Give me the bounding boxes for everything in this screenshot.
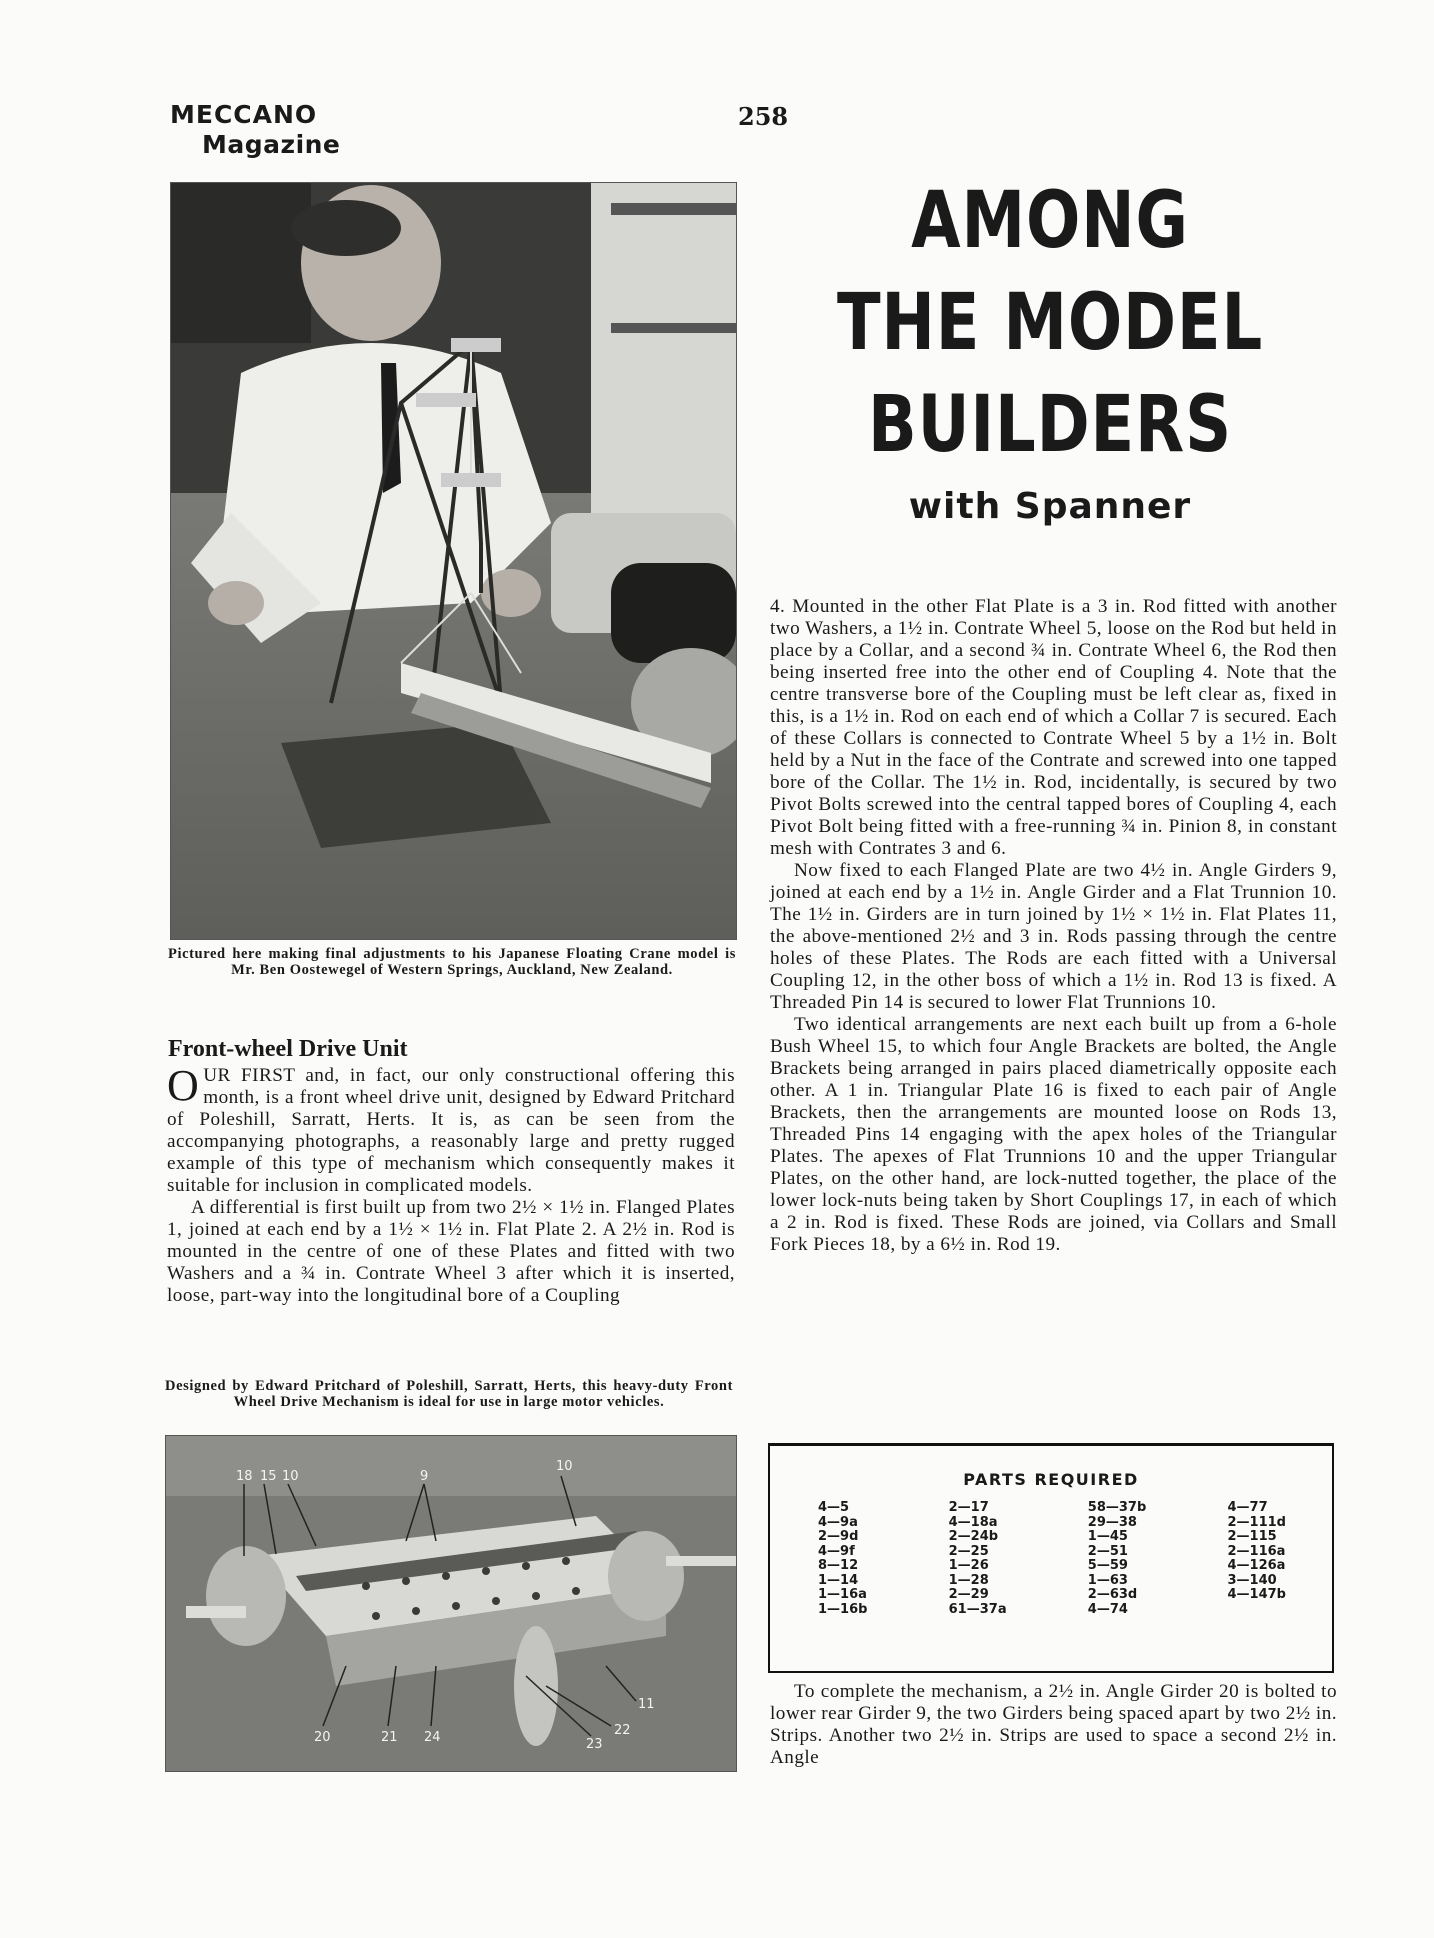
masthead bbox=[170, 100, 340, 160]
part-entry: 2—29 bbox=[948, 1587, 989, 1602]
paragraph: 4. Mounted in the other Flat Plate is a 3 in. Rod fitted with another two Washers, a 1½ in. Contrate Wheel 5, loose on the Rod but held in place by a Collar, and a second ¾ in. Contrate Wheel 6, the Rod then being inserted free into the other end of Coupling 4. Note that the centre transverse bore of the Coupling must be left clear as, fixed in this, is a 1½ in. Rod on each end of which a Collar 7 is secured. Each of these Collars is connected to Contrate Wheel 5 by a 1½ in. Bolt held by a Nut in the face of the Contrate and screwed into one tapped bore of the Collar. The 1½ in. Rod, incidentally, is secured by two Pivot Bolts screwed into the central tapped bores of Coupling 4, each Pivot Bolt being fitted with a free-running ¾ in. Pinion 8, in constant mesh with Contrates 3 and 6. bbox=[770, 596, 1337, 859]
paragraph bbox=[167, 1061, 735, 1197]
paragraph: A differential is first built up from two 2½ × 1½ in. Flanged Plates 1, joined at each end by a 1½ × 1½ in. Flat Plate 2. A 2½ in. Rod is mounted in the centre of one of these Plates and fitted with two Washers and a ¾ in. Contrate Wheel 3 after which it is inserted, loose, part-way into the longitudinal bore of a Coupling bbox=[167, 1197, 735, 1306]
title-line-1: AMONG bbox=[911, 176, 1189, 266]
part-entry: 2—115 bbox=[1227, 1529, 1277, 1544]
part-entry: 2—9d bbox=[818, 1529, 859, 1544]
part-entry: 2—51 bbox=[1087, 1543, 1128, 1559]
part-entry: 2—17 bbox=[948, 1500, 989, 1515]
parts-column bbox=[1088, 1501, 1147, 1617]
paragraph: Now fixed to each Flanged Plate are two 4½ in. Angle Girders 9, joined at each end by a 1½ in. Angle Girder and a Flat Trunnion 10. The 1½ in. Girders are in turn joined by 1½ × 1½ in. Flat Plates 11, the above-mentioned 2½ and 3 in. Rods passing through the centre holes of these Plates. The Rods are each fitted with a Universal Coupling 12, in the other boss of which a 1½ in. Rod 13 is fixed. A Threaded Pin 14 is secured to lower Flat Trunnions 10. bbox=[770, 860, 1337, 1013]
part-label: 23 bbox=[586, 1737, 603, 1752]
parts-column bbox=[1227, 1501, 1286, 1617]
part-label: 24 bbox=[424, 1730, 441, 1745]
photo2-caption: Designed by Edward Pritchard of Poleshill, Sarratt, Herts, this heavy-duty Front Wheel Drive Mechanism is ideal for use in large motor vehicles. bbox=[165, 1378, 733, 1410]
title-line-2: THE MODEL bbox=[836, 278, 1264, 368]
part-entry: 8—12 bbox=[818, 1558, 859, 1573]
part-entry: 4—74 bbox=[1087, 1601, 1128, 1617]
parts-title: PARTS REQUIRED bbox=[963, 1470, 1139, 1489]
part-label: 9 bbox=[420, 1469, 429, 1484]
part-entry: 58—37b bbox=[1087, 1500, 1147, 1515]
part-entry: 61—37a bbox=[948, 1601, 1007, 1617]
part-entry: 1—14 bbox=[818, 1572, 859, 1588]
part-label: 10 bbox=[282, 1469, 299, 1484]
masthead-line2: Magazine bbox=[202, 130, 341, 159]
article-subtitle: with Spanner bbox=[908, 486, 1192, 527]
part-label: 10 bbox=[556, 1459, 573, 1474]
part-entry: 1—26 bbox=[948, 1558, 989, 1573]
right-column-bottom-text bbox=[770, 1681, 1337, 1769]
part-entry: 1—16a bbox=[818, 1587, 867, 1602]
part-entry: 4—9a bbox=[818, 1514, 858, 1530]
part-label: 20 bbox=[314, 1730, 331, 1745]
part-entry: 4—5 bbox=[818, 1500, 850, 1515]
photo1-caption: Pictured here making final adjustments to his Japanese Floating Crane model is Mr. Ben Oostewegel of Western Springs, Auckland, New Zealand. bbox=[168, 946, 736, 978]
part-entry: 4—77 bbox=[1227, 1500, 1268, 1515]
paragraph: Two identical arrangements are next each built up from a 6-hole Bush Wheel 15, to which four Angle Brackets are bolted, the Angle Brackets being arranged in pairs placed diametrically opposite each other. A 1 in. Triangular Plate 16 is fixed to each pair of Angle Brackets, then the arrangements are mounted loose on Rods 13, Threaded Pins 14 engaging with the apex holes of the Triangular Plates. The apexes of Flat Trunnions 10 and the upper Triangular Plates, on the other hand, are lock-nutted together, the place of the lower lock-nuts being taken by Short Couplings 17, in each of which a 2 in. Rod is fixed. These Rods are joined, via Collars and Small Fork Pieces 18, by a 6½ in. Rod 19. bbox=[770, 1014, 1337, 1255]
part-entry: 5—59 bbox=[1087, 1558, 1128, 1573]
part-entry: 2—25 bbox=[948, 1543, 989, 1559]
section-heading: Front-wheel Drive Unit bbox=[168, 1036, 408, 1062]
parts-column bbox=[949, 1501, 1007, 1617]
parts-grid bbox=[770, 1489, 1332, 1617]
part-entry: 29—38 bbox=[1087, 1514, 1137, 1530]
part-label: 18 bbox=[236, 1469, 253, 1484]
drop-cap: O bbox=[167, 1061, 200, 1110]
paragraph: To complete the mechanism, a 2½ in. Angle Girder 20 is bolted to lower rear Girder 9, the two Girders being spaced apart by two 2½ in. Strips. Another two 2½ in. Strips are used to space a second 2½ in. Angle bbox=[770, 1681, 1337, 1768]
parts-column bbox=[818, 1501, 867, 1617]
part-label: 22 bbox=[614, 1723, 631, 1738]
drive-unit-photo bbox=[165, 1435, 737, 1772]
part-entry: 1—63 bbox=[1087, 1572, 1128, 1588]
part-entry: 2—116a bbox=[1227, 1543, 1286, 1559]
title-line-3: BUILDERS bbox=[868, 380, 1232, 470]
parts-required-box bbox=[768, 1443, 1334, 1673]
part-entry: 4—9f bbox=[818, 1543, 855, 1559]
part-entry: 1—16b bbox=[818, 1601, 868, 1617]
part-entry: 2—24b bbox=[948, 1529, 999, 1544]
masthead-line1: MECCANO bbox=[170, 100, 318, 129]
part-entry: 2—111d bbox=[1227, 1514, 1286, 1530]
right-column-text bbox=[770, 596, 1337, 1256]
part-entry: 2—63d bbox=[1087, 1587, 1138, 1602]
part-entry: 4—126a bbox=[1227, 1558, 1286, 1573]
part-entry: 1—28 bbox=[948, 1572, 989, 1588]
part-label: 21 bbox=[381, 1730, 398, 1745]
part-label: 15 bbox=[260, 1469, 277, 1484]
crane-model-photo bbox=[170, 182, 737, 940]
part-entry: 1—45 bbox=[1087, 1529, 1128, 1544]
part-entry: 4—18a bbox=[948, 1514, 998, 1530]
part-entry: 4—147b bbox=[1227, 1587, 1286, 1602]
article-title bbox=[820, 170, 1279, 476]
part-label: 11 bbox=[638, 1697, 655, 1712]
paragraph-text: UR FIRST and, in fact, our only constructional offering this month, is a front wheel drive unit, designed by Edward Pritchard of Poleshill, Sarratt, Herts. It is, as can be seen from the accompanying photographs, a reasonably large and pretty rugged example of this type of mechanism which consequently makes it suitable for inclusion in complicated models. bbox=[167, 1065, 735, 1196]
page-number: 258 bbox=[738, 102, 789, 131]
part-entry: 3—140 bbox=[1227, 1572, 1277, 1588]
left-column-text bbox=[167, 1061, 735, 1307]
